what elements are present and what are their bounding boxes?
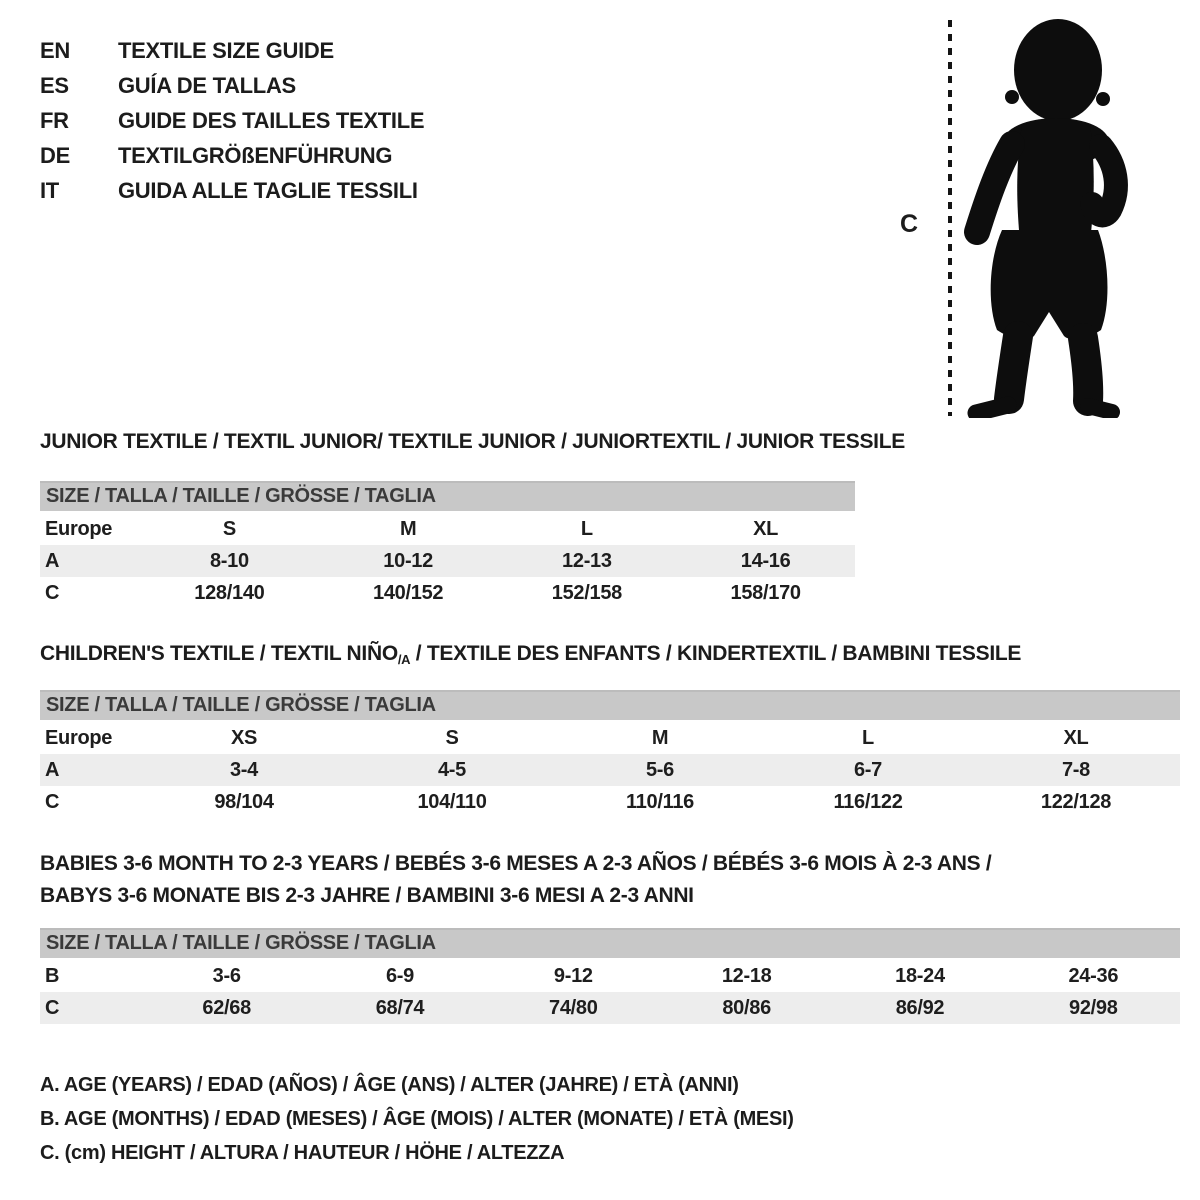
table-cell: 122/128 — [1040, 790, 1112, 813]
babies-size-header: SIZE / TALLA / TAILLE / GRÖSSE / TAGLIA — [40, 928, 1180, 958]
table-cell: 6-9 — [385, 964, 414, 987]
table-cell: 12-13 — [498, 545, 677, 577]
table-cell: S — [445, 726, 459, 749]
table-row — [40, 545, 855, 577]
junior-size-header: SIZE / TALLA / TAILLE / GRÖSSE / TAGLIA — [40, 481, 855, 511]
table-cell: XS — [230, 726, 258, 749]
legend-line-c: C. (cm) HEIGHT / ALTURA / HAUTEUR / HÖHE / ALTEZZA — [40, 1142, 565, 1164]
table-row — [40, 577, 855, 609]
table-cell: 3-4 — [140, 754, 348, 786]
table-cell: 140/152 — [373, 581, 444, 604]
table-cell: A — [40, 545, 140, 577]
legend-line-a: A. AGE (YEARS) / EDAD (AÑOS) / ÂGE (ANS) / ALTER (JAHRE) / ETÀ (ANNI) — [40, 1074, 739, 1096]
table-cell: 6-7 — [764, 754, 972, 786]
junior-section-title: JUNIOR TEXTILE / TEXTIL JUNIOR/ TEXTILE JUNIOR / JUNIORTEXTIL / JUNIOR TESSILE — [40, 430, 905, 453]
table-cell: 80/86 — [660, 992, 833, 1024]
table-cell: XL — [753, 517, 779, 540]
guide-title: TEXTILE SIZE GUIDE — [118, 37, 334, 63]
height-measure-line — [948, 20, 952, 416]
table-cell: A — [40, 754, 140, 786]
language-code: EN — [40, 37, 70, 63]
table-cell: C — [40, 992, 140, 1024]
table-cell: 62/68 — [140, 992, 313, 1024]
table-row — [40, 754, 1180, 786]
table-row — [40, 786, 1180, 818]
table-cell: 12-18 — [721, 964, 772, 987]
children-size-table — [40, 722, 1180, 818]
babies-title-line1: BABIES 3-6 MONTH TO 2-3 YEARS / BEBÉS 3-6 MESES A 2-3 AÑOS / BÉBÉS 3-6 MOIS À 2-3 ANS / — [40, 852, 992, 875]
table-cell: 7-8 — [972, 754, 1180, 786]
junior-size-table — [40, 513, 855, 609]
language-code: FR — [40, 107, 69, 133]
guide-title: TEXTILGRÖßENFÜHRUNG — [118, 142, 393, 168]
table-cell: B — [45, 964, 60, 987]
language-row — [40, 138, 424, 173]
language-title-list — [40, 33, 424, 208]
table-cell: XL — [1063, 726, 1089, 749]
table-cell: 4-5 — [348, 754, 556, 786]
table-cell: 110/116 — [626, 790, 694, 813]
table-cell: M — [399, 517, 417, 540]
table-row — [40, 960, 1180, 992]
table-cell: 116/122 — [833, 790, 903, 813]
guide-title: GUIDA ALLE TAGLIE TESSILI — [118, 177, 418, 203]
table-cell: 3-6 — [212, 964, 241, 987]
language-row — [40, 33, 424, 68]
table-cell: Europe — [45, 726, 113, 749]
table-cell: L — [862, 726, 874, 749]
language-code: IT — [40, 177, 59, 203]
table-cell: S — [222, 517, 236, 540]
table-cell: C — [45, 790, 60, 813]
babies-size-table — [40, 960, 1180, 1024]
guide-title: GUIDE DES TAILLES TEXTILE — [118, 107, 425, 133]
table-cell: 74/80 — [487, 992, 660, 1024]
table-cell: 158/170 — [730, 581, 801, 604]
table-cell: 98/104 — [214, 790, 274, 813]
legend-line-b: B. AGE (MONTHS) / EDAD (MESES) / ÂGE (MOIS) / ALTER (MONATE) / ETÀ (MESI) — [40, 1108, 794, 1130]
legend — [40, 1068, 794, 1170]
table-cell: 18-24 — [895, 964, 945, 987]
language-code: DE — [40, 142, 70, 168]
table-cell: Europe — [45, 517, 113, 540]
table-row — [40, 992, 1180, 1024]
toddler-silhouette-icon — [962, 14, 1137, 418]
children-size-header: SIZE / TALLA / TAILLE / GRÖSSE / TAGLIA — [40, 690, 1180, 720]
table-cell: 14-16 — [676, 545, 855, 577]
table-cell: 92/98 — [1007, 992, 1180, 1024]
table-cell: 24-36 — [1068, 964, 1119, 987]
table-row — [40, 722, 1180, 754]
children-section-title — [40, 638, 1021, 676]
language-row — [40, 173, 424, 208]
table-cell: 104/110 — [417, 790, 487, 813]
babies-title-line2: BABYS 3-6 MONATE BIS 2-3 JAHRE / BAMBINI 3-6 MESI A 2-3 ANNI — [40, 884, 694, 907]
height-marker-label: C — [900, 210, 919, 238]
table-cell: L — [580, 517, 593, 540]
table-cell: 9-12 — [553, 964, 593, 987]
table-cell: C — [45, 581, 60, 604]
babies-section-title — [40, 848, 991, 912]
table-cell: 86/92 — [833, 992, 1006, 1024]
children-title-sub: /A — [397, 652, 411, 667]
table-cell: 68/74 — [313, 992, 486, 1024]
guide-title: GUÍA DE TALLAS — [118, 72, 296, 98]
table-cell: M — [651, 726, 669, 749]
children-title-text: / TEXTILE DES ENFANTS / KINDERTEXTIL / BAMBINI TESSILE — [410, 642, 1022, 665]
language-code: ES — [40, 72, 69, 98]
table-cell: 152/158 — [551, 581, 622, 604]
table-cell: 128/140 — [194, 581, 265, 604]
table-cell: 5-6 — [556, 754, 764, 786]
table-cell: 10-12 — [319, 545, 498, 577]
table-row — [40, 513, 855, 545]
children-title-text: CHILDREN'S TEXTILE / TEXTIL NIÑO — [40, 642, 398, 665]
table-cell: 8-10 — [140, 545, 319, 577]
language-row — [40, 68, 424, 103]
language-row — [40, 103, 424, 138]
